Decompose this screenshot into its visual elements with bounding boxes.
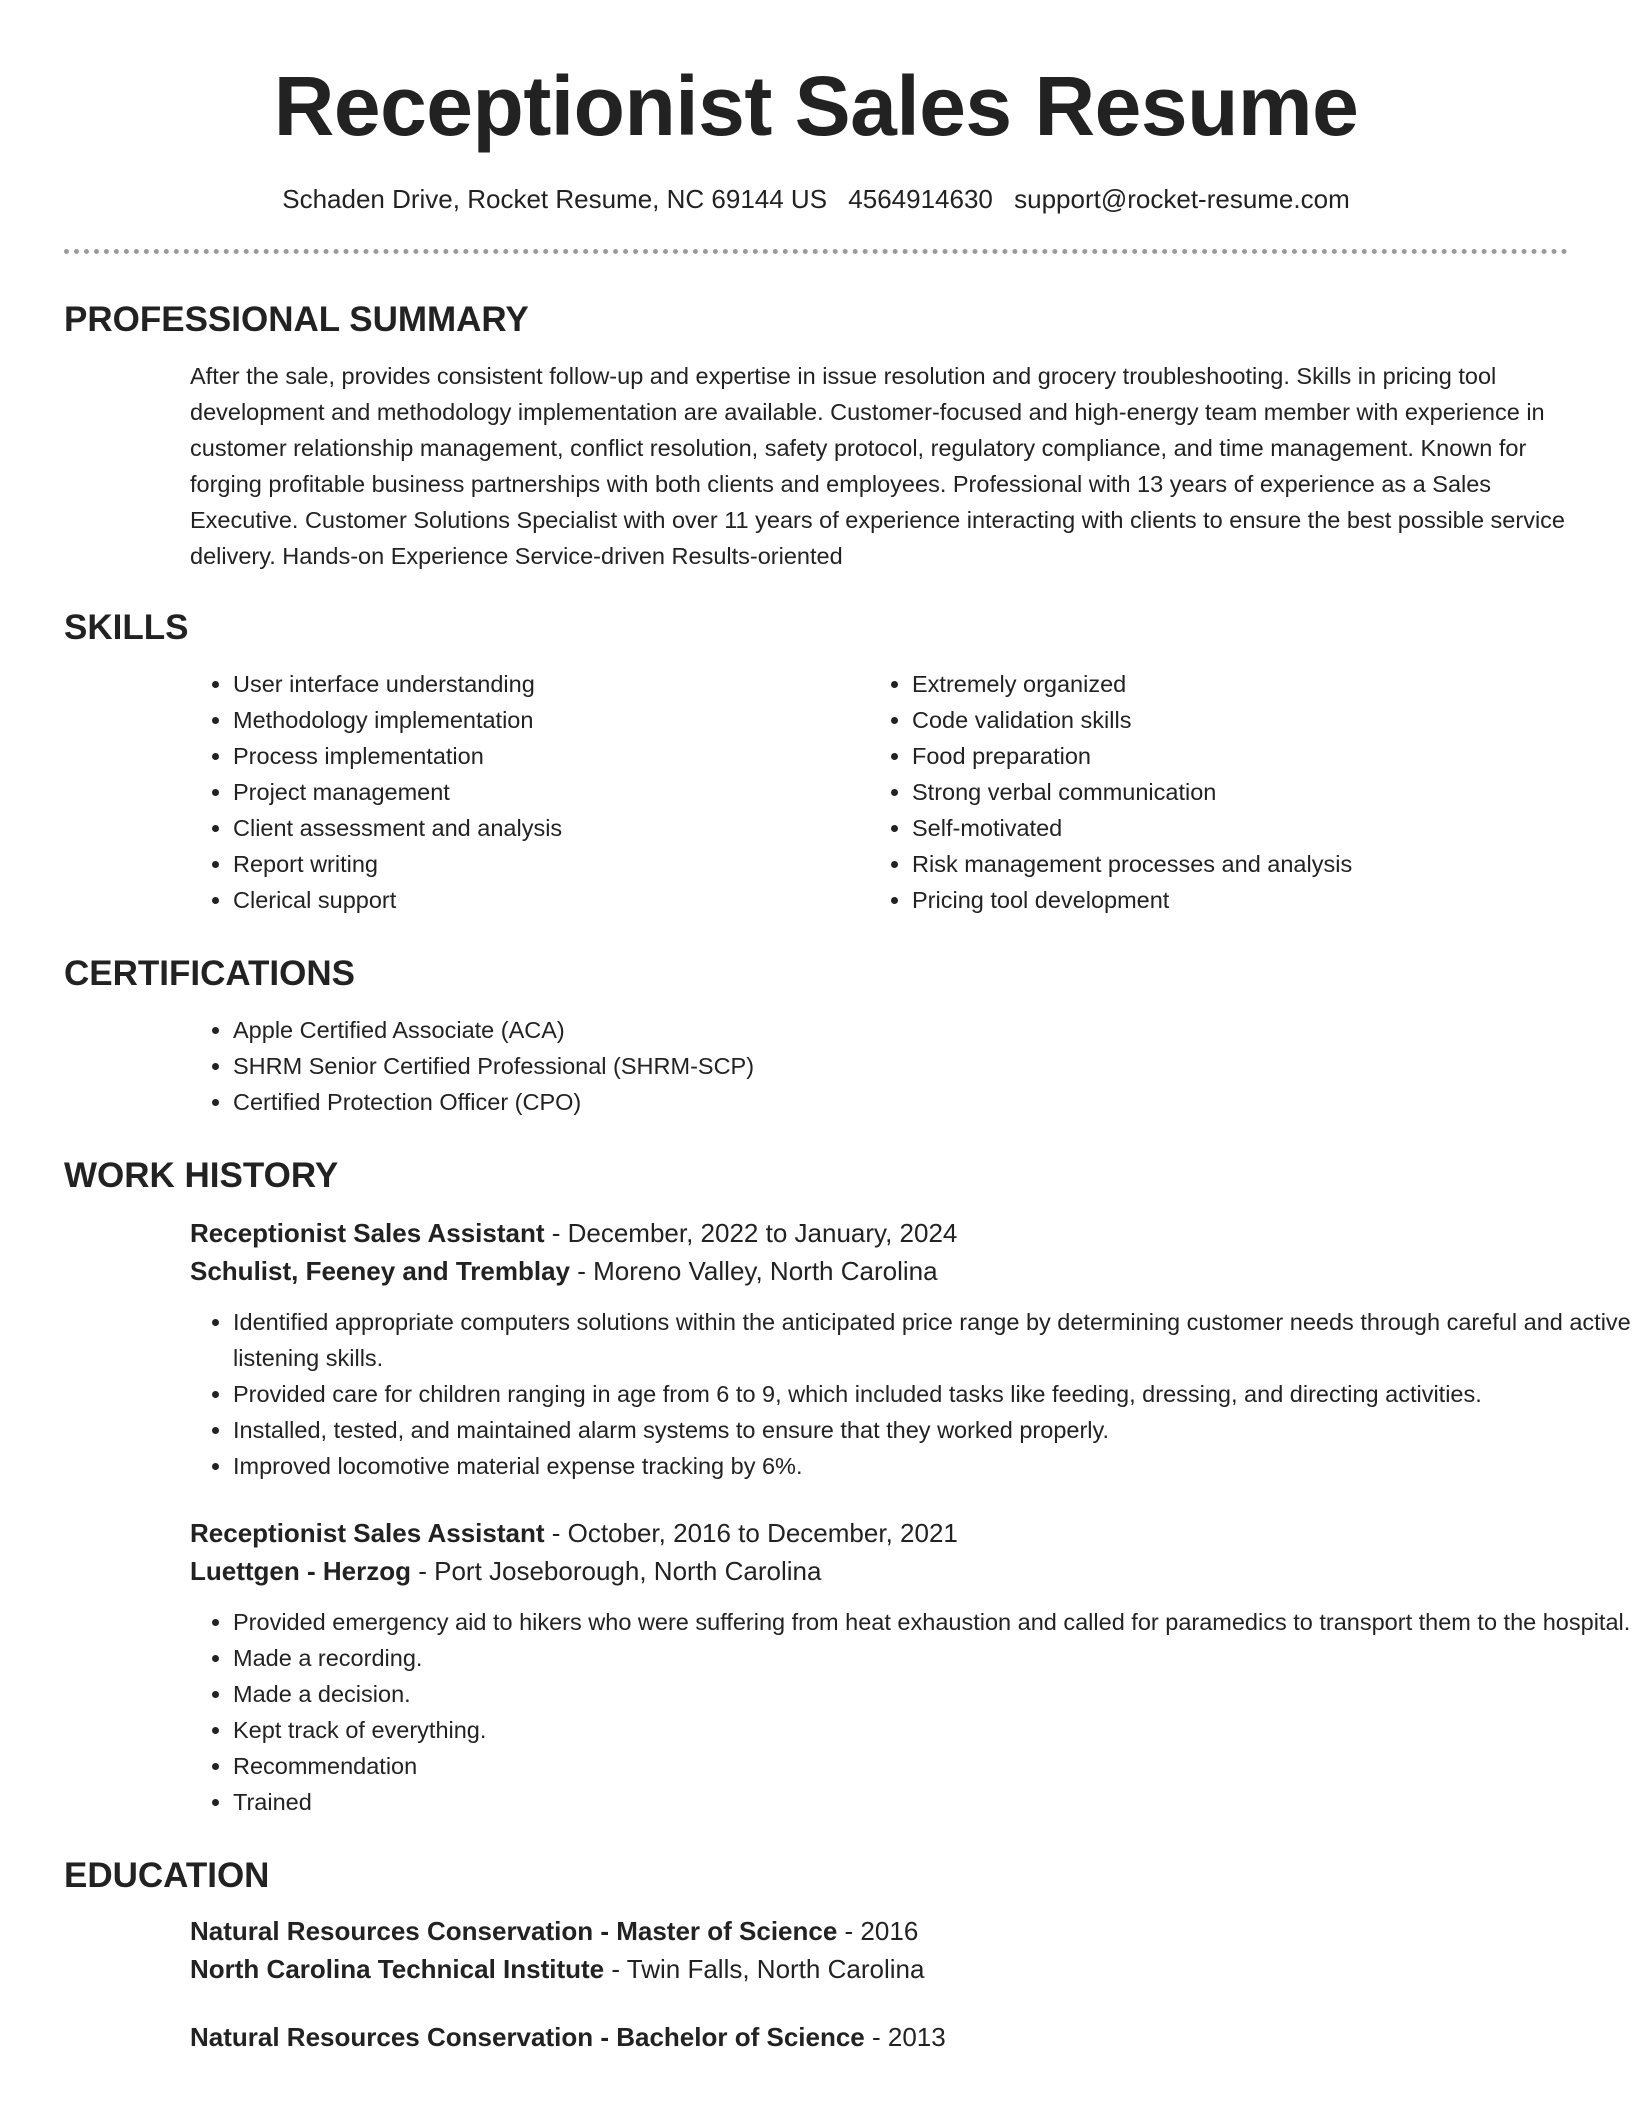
job-entry xyxy=(190,1214,1631,1484)
education-degree-line xyxy=(190,2018,1568,2056)
job-location: - Port Joseborough, North Carolina xyxy=(411,1556,822,1586)
skill-item: • Pricing tool development xyxy=(912,882,1548,918)
skills-columns xyxy=(190,666,1568,918)
job-duty: • Provided care for children ranging in age from 6 to 9, which included tasks like feeding, dressing, and directing activities. xyxy=(233,1376,1632,1412)
skill-item: • Process implementation xyxy=(233,738,869,774)
skills-list-right xyxy=(869,666,1548,918)
contact-line xyxy=(64,182,1568,216)
job-company: Luettgen - Herzog xyxy=(190,1556,411,1586)
skill-item: • Project management xyxy=(233,774,869,810)
job-company-line xyxy=(190,1552,1568,1590)
education-school-line xyxy=(190,1950,1568,1988)
job-company: Schulist, Feeney and Tremblay xyxy=(190,1256,571,1286)
certifications-list xyxy=(190,1012,1568,1120)
job-dates: - December, 2022 to January, 2024 xyxy=(544,1218,958,1248)
job-location: - Moreno Valley, North Carolina xyxy=(570,1256,938,1286)
skills-heading: SKILLS xyxy=(64,608,189,647)
certification-item: • Apple Certified Associate (ACA) xyxy=(233,1012,1568,1048)
contact-email: support@rocket-resume.com xyxy=(1014,184,1350,214)
skill-item: • Risk management processes and analysis xyxy=(912,846,1548,882)
certifications-heading: CERTIFICATIONS xyxy=(64,954,356,993)
job-duty: • Installed, tested, and maintained alarm systems to ensure that they worked properly. xyxy=(233,1412,1632,1448)
job-duty: • Kept track of everything. xyxy=(233,1712,1632,1748)
certifications-block xyxy=(190,1012,1568,1120)
education-year: - 2013 xyxy=(864,2022,946,2052)
summary-text: After the sale, provides consistent follow-up and expertise in issue resolution and grocery troubleshooting. Skills in pricing tool development and methodology implementation are available. Customer-focused and high-energy team member with experience in customer relationship management, conflict resolution, safety protocol, regulatory compliance, and time management. Known for forging profitable business partnerships with both clients and employees. Professional with 13 years of experience as a Sales Executive. Customer Solutions Specialist with over 11 years of experience interacting with clients to ensure the best possible service delivery. Hands-on Experience Service-driven Results-oriented xyxy=(190,363,1565,569)
education-entry xyxy=(190,2018,1568,2056)
job-company-line xyxy=(190,1252,1568,1290)
summary-heading: PROFESSIONAL SUMMARY xyxy=(64,300,529,339)
education-entry xyxy=(190,1912,1568,1988)
education-degree-line xyxy=(190,1912,1568,1950)
job-duty: • Trained xyxy=(233,1784,1632,1820)
job-duty: • Recommendation xyxy=(233,1748,1632,1784)
skill-item: • Methodology implementation xyxy=(233,702,869,738)
work-history-heading: WORK HISTORY xyxy=(64,1156,339,1195)
certification-item: • SHRM Senior Certified Professional (SHRM-SCP) xyxy=(233,1048,1568,1084)
education-school: North Carolina Technical Institute xyxy=(190,1954,605,1984)
skill-item: • Client assessment and analysis xyxy=(233,810,869,846)
job-duty: • Improved locomotive material expense tracking by 6%. xyxy=(233,1448,1632,1484)
job-duties-list xyxy=(190,1604,1632,1820)
education-heading: EDUCATION xyxy=(64,1856,270,1895)
job-title-line xyxy=(190,1214,1568,1252)
skill-item: • Self-motivated xyxy=(912,810,1548,846)
skill-item: • Strong verbal communication xyxy=(912,774,1548,810)
job-dates: - October, 2016 to December, 2021 xyxy=(544,1518,958,1548)
job-duties-list xyxy=(190,1304,1632,1484)
job-duty: • Provided emergency aid to hikers who were suffering from heat exhaustion and called for paramedics to transport them to the hospital. xyxy=(233,1604,1632,1640)
skill-item: • Code validation skills xyxy=(912,702,1548,738)
job-duty: • Made a decision. xyxy=(233,1676,1632,1712)
skills-list-left xyxy=(190,666,869,918)
contact-address: Schaden Drive, Rocket Resume, NC 69144 US xyxy=(282,184,828,214)
skill-item: • User interface understanding xyxy=(233,666,869,702)
skill-item: • Clerical support xyxy=(233,882,869,918)
education-year: - 2016 xyxy=(837,1916,919,1946)
job-duty: • Made a recording. xyxy=(233,1640,1632,1676)
skill-item: • Report writing xyxy=(233,846,869,882)
skill-item: • Food preparation xyxy=(912,738,1548,774)
certification-item: • Certified Protection Officer (CPO) xyxy=(233,1084,1568,1120)
education-degree: Natural Resources Conservation - Master of Science xyxy=(190,1916,838,1946)
job-title-line xyxy=(190,1514,1568,1552)
job-entry xyxy=(190,1514,1631,1820)
skill-item: • Extremely organized xyxy=(912,666,1548,702)
header-divider xyxy=(64,249,1568,254)
job-title: Receptionist Sales Assistant xyxy=(190,1218,545,1248)
education-degree: Natural Resources Conservation - Bachelor of Science xyxy=(190,2022,865,2052)
job-title: Receptionist Sales Assistant xyxy=(190,1518,545,1548)
resume-title: Receptionist Sales Resume xyxy=(273,59,1359,153)
contact-phone: 4564914630 xyxy=(848,184,993,214)
education-location: - Twin Falls, North Carolina xyxy=(604,1954,925,1984)
resume-page xyxy=(64,0,1631,2056)
job-duty: • Identified appropriate computers solutions within the anticipated price range by determining customer needs through careful and active listening skills. xyxy=(233,1304,1632,1376)
